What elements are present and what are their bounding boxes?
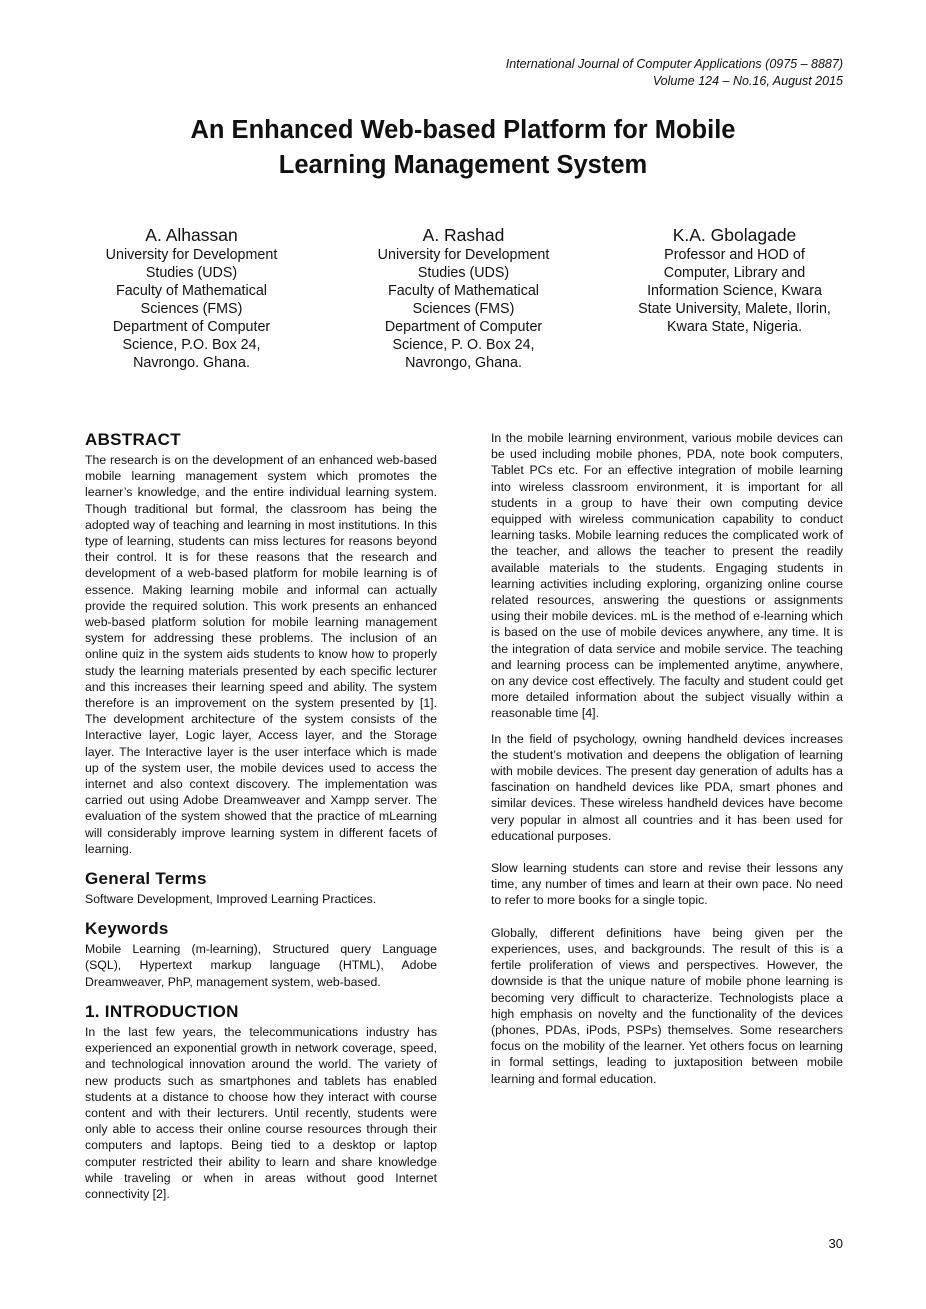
introduction-paragraph-4: Slow learning students can store and revise their lessons any time, any number of times and learn at their own pace. No need to refer to more books for a single topic.	[491, 861, 843, 908]
right-column	[491, 430, 843, 1096]
general-terms-text: Software Development, Improved Learning Practices.	[85, 892, 377, 907]
general-terms-heading: General Terms	[85, 869, 207, 889]
introduction-paragraph-1: In the last few years, the telecommunications industry has experienced an exponential growth in network coverage, speed, and technological innovation around the world. The variety of new products such as smartphones and tablets has enabled students at a distance to choose how they interact with course content and with their lecturers. Until recently, students were only able to access their online course resources through their computers and laptops. Being tied to a desktop or laptop computer restricted their ability to learn and share knowledge while traveling or when in areas without good Internet connectivity [2].	[85, 1024, 437, 1201]
author-block-2	[356, 224, 571, 372]
introduction-heading: 1. INTRODUCTION	[85, 1001, 239, 1021]
journal-volume: Volume 124 – No.16, August 2015	[652, 74, 843, 88]
keywords-text: Mobile Learning (m-learning), Structured query Language (SQL), Hypertext markup language (HTML), Adobe Dreamweaver, PhP, management system, web-based.	[85, 942, 437, 989]
abstract-heading: ABSTRACT	[85, 430, 181, 449]
affiliation-line: Science, P. O. Box 24,	[392, 337, 535, 353]
paper-title	[0, 113, 926, 183]
journal-name: International Journal of Computer Applications (0975 – 8887)	[505, 57, 843, 71]
journal-header	[506, 56, 843, 90]
affiliation-line: Professor and HOD of	[664, 247, 805, 263]
introduction-paragraph-2: In the mobile learning environment, various mobile devices can be used including mobile phones, PDA, note book computers, Tablet PCs etc. For an effective integration of mobile learning into wireless classroom environment, it is important for all students in a group to have their own computing device equipped with wireless communication capability to conduct learning tasks. Mobile learning reduces the complicated work of the teacher, and allows the teacher to present the readily available materials to the students. Engaging students in learning activities including exploring, organizing online course related resources, answering the questions or assignments using their mobile devices. mL is the method of e-learning which is based on the use of mobile devices anywhere, any time. It is the integration of data service and mobile service. The teaching and learning process can be implemented anytime, anywhere, on any device cost effectively. The faculty and student could get more detailed information about the subject visually within a reasonable time [4].	[491, 431, 843, 721]
affiliation-line: Science, P.O. Box 24,	[122, 337, 261, 353]
keywords-heading: Keywords	[85, 919, 169, 939]
affiliation-line: Studies (UDS)	[417, 265, 510, 281]
author-name: K.A. Gbolagade	[672, 225, 797, 245]
affiliation-line: Department of Computer	[384, 319, 543, 335]
introduction-paragraph-5: Globally, different definitions have being given per the experiences, uses, and backgrounds. The result of this is a fertile proliferation of views and perspectives. However, the downside is that the unique nature of mobile phone learning is becoming very difficult to characterize. Technologists place a high emphasis on novelty and the functionality of the devices (phones, PDAs, iPods, PSPs) themselves. Some researchers focus on the mobility of the learner. Yet others focus on learning in formal settings, leading to juxtaposition between mobile learning and formal education.	[491, 925, 843, 1086]
author-name: A. Rashad	[422, 225, 505, 245]
introduction-paragraph-3: In the field of psychology, owning handheld devices increases the student’s motivation and deepens the obligation of learning with mobile devices. The present day generation of adults has a fascination on handheld devices like PDA, smart phones and similar devices. These wireless handheld devices have become very popular in almost all countries and it has been used for educational purposes.	[491, 731, 843, 843]
left-column	[85, 430, 437, 1211]
abstract-text: The research is on the development of an enhanced web-based mobile learning management system which promotes the learner’s knowledge, and the entire individual learning system. Though traditional but formal, the classroom has being the adopted way of teaching and learning in most institutions. In this type of learning, students can miss lectures for reasons beyond their control. It is for these reasons that the research and development of a web-based platform for mobile learning is of essence. Making learning mobile and informal can actually provide the required solution. This work presents an enhanced web-based platform solution for mobile learning management system for addressing these problems. The inclusion of an online quiz in the system aids students to know how to properly study the learning materials presented by each specific lecturer and this increases their learning speed and ability. The system therefore is an improvement on the system presented by [1]. The development architecture of the system consists of the Interactive layer, Logic layer, Access layer, and the Storage layer. The Interactive layer is the user interface which is made up of the system user, the mobile devices used to access the internet and also context discovery. The implementation was carried out using Adobe Dreamweaver and Xampp server. The evaluation of the system showed that the practice of mLearning will considerably improve learning system in different facets of learning.	[85, 453, 437, 856]
affiliation-line: University for Development	[105, 247, 278, 263]
affiliation-line: Studies (UDS)	[145, 265, 238, 281]
author-block-1	[84, 224, 299, 372]
page-number: 30	[828, 1236, 843, 1251]
author-name: A. Alhassan	[145, 225, 238, 245]
affiliation-line: State University, Malete, Ilorin,	[638, 301, 831, 317]
affiliation-line: Department of Computer	[112, 319, 271, 335]
title-line-2: Learning Management System	[278, 151, 648, 179]
author-block-3	[627, 224, 842, 336]
affiliation-line: Navrongo. Ghana.	[133, 355, 250, 371]
affiliation-line: Faculty of Mathematical	[116, 283, 267, 299]
affiliation-line: Navrongo, Ghana.	[405, 355, 522, 371]
affiliation-line: Kwara State, Nigeria.	[666, 319, 803, 335]
affiliation-line: University for Development	[377, 247, 550, 263]
affiliation-line: Sciences (FMS)	[412, 301, 515, 317]
affiliation-line: Information Science, Kwara	[647, 283, 822, 299]
affiliation-line: Computer, Library and	[663, 265, 806, 281]
title-line-1: An Enhanced Web-based Platform for Mobile	[190, 116, 736, 144]
affiliation-line: Sciences (FMS)	[140, 301, 243, 317]
affiliation-line: Faculty of Mathematical	[388, 283, 539, 299]
